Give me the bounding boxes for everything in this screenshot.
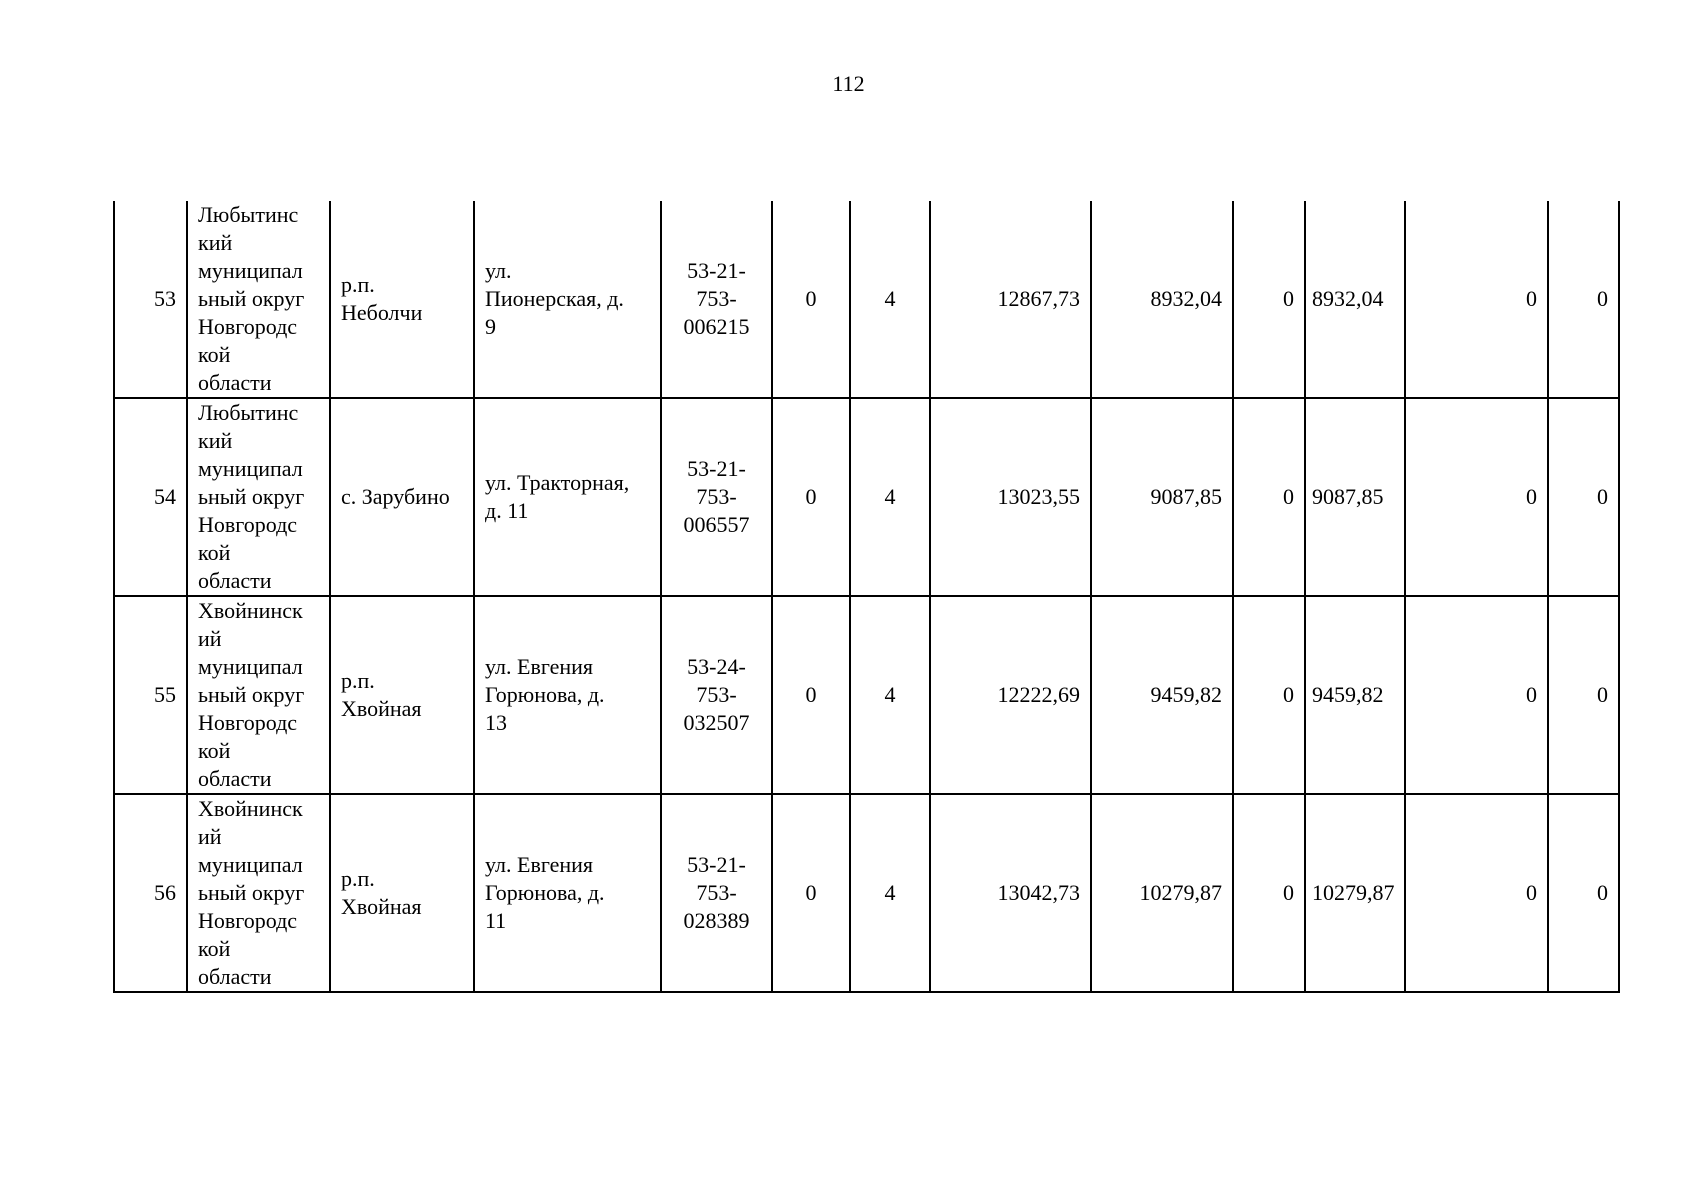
value-cell-8: 0 (1548, 201, 1619, 398)
value-cell-8: 0 (1548, 398, 1619, 596)
address-cell: ул. Евгения Горюнова, д. 11 (474, 794, 661, 992)
value-cell-7: 0 (1405, 596, 1548, 794)
value-cell-6: 9459,82 (1305, 596, 1405, 794)
value-cell-4: 8932,04 (1091, 201, 1233, 398)
table-row (114, 398, 1619, 596)
district-cell: Любытинс кий муниципал ьный округ Новгородс кой области (187, 398, 330, 596)
row-number: 56 (114, 794, 187, 992)
table-row (114, 794, 1619, 992)
value-cell-4: 9459,82 (1091, 596, 1233, 794)
code-cell: 53-21- 753- 006557 (661, 398, 772, 596)
district-cell: Любытинс кий муниципал ьный округ Новгородс кой области (187, 201, 330, 398)
row-number: 55 (114, 596, 187, 794)
row-number: 53 (114, 201, 187, 398)
value-cell-2: 4 (850, 794, 930, 992)
value-cell-3: 12867,73 (930, 201, 1091, 398)
value-cell-2: 4 (850, 596, 930, 794)
value-cell-5: 0 (1233, 398, 1305, 596)
value-cell-1: 0 (772, 596, 850, 794)
value-cell-3: 13023,55 (930, 398, 1091, 596)
address-cell: ул. Евгения Горюнова, д. 13 (474, 596, 661, 794)
value-cell-6: 10279,87 (1305, 794, 1405, 992)
value-cell-7: 0 (1405, 201, 1548, 398)
address-cell: ул. Тракторная, д. 11 (474, 398, 661, 596)
settlement-cell: р.п. Хвойная (330, 794, 474, 992)
value-cell-6: 8932,04 (1305, 201, 1405, 398)
page-number: 112 (832, 71, 865, 96)
row-number: 54 (114, 398, 187, 596)
value-cell-3: 13042,73 (930, 794, 1091, 992)
district-cell: Хвойнинск ий муниципал ьный округ Новгородс кой области (187, 596, 330, 794)
value-cell-3: 12222,69 (930, 596, 1091, 794)
value-cell-1: 0 (772, 794, 850, 992)
code-cell: 53-24- 753- 032507 (661, 596, 772, 794)
district-cell: Хвойнинск ий муниципал ьный округ Новгородс кой области (187, 794, 330, 992)
value-cell-6: 9087,85 (1305, 398, 1405, 596)
value-cell-2: 4 (850, 201, 930, 398)
value-cell-1: 0 (772, 398, 850, 596)
settlement-cell: р.п. Неболчи (330, 201, 474, 398)
table-row (114, 201, 1619, 398)
address-cell: ул. Пионерская, д. 9 (474, 201, 661, 398)
value-cell-2: 4 (850, 398, 930, 596)
value-cell-8: 0 (1548, 794, 1619, 992)
value-cell-5: 0 (1233, 201, 1305, 398)
settlement-cell: с. Зарубино (330, 398, 474, 596)
value-cell-8: 0 (1548, 596, 1619, 794)
value-cell-4: 10279,87 (1091, 794, 1233, 992)
code-cell: 53-21- 753- 028389 (661, 794, 772, 992)
settlement-cell: р.п. Хвойная (330, 596, 474, 794)
table-row (114, 596, 1619, 794)
value-cell-5: 0 (1233, 794, 1305, 992)
table-body (114, 201, 1619, 992)
value-cell-7: 0 (1405, 398, 1548, 596)
value-cell-1: 0 (772, 201, 850, 398)
value-cell-7: 0 (1405, 794, 1548, 992)
code-cell: 53-21- 753- 006215 (661, 201, 772, 398)
value-cell-5: 0 (1233, 596, 1305, 794)
value-cell-4: 9087,85 (1091, 398, 1233, 596)
housing-table (113, 201, 1620, 993)
